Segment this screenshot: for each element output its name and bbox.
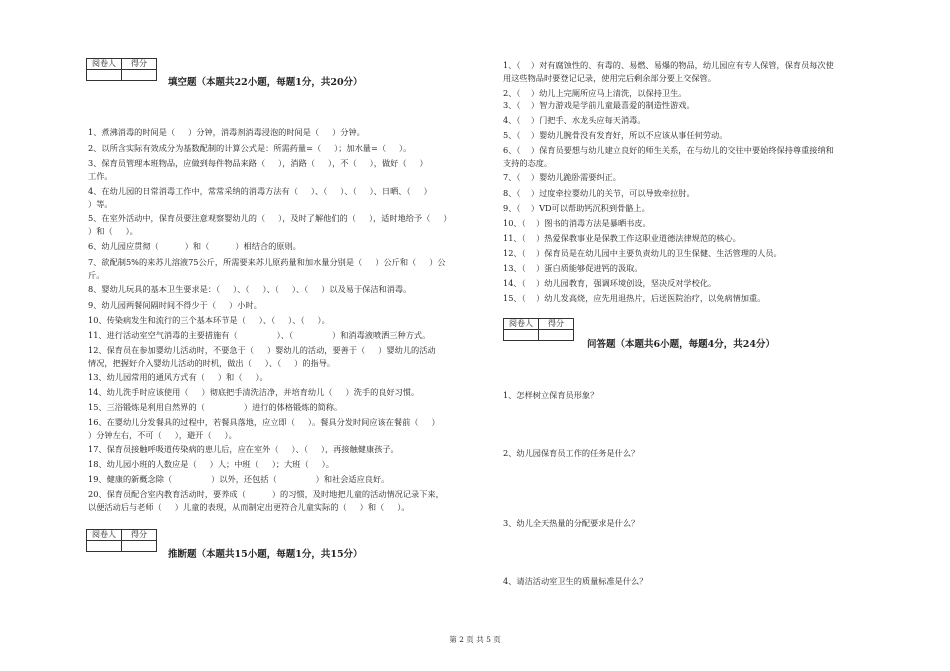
fill-question-20: 20、保育员配合室内教育活动时，要养成（ ）的习惯，及时地把儿童的活动情况记录下来， 以便活动后与老师（ ）儿童的表现，从而制定出更符合儿童实际的（ ）和（ ）。 <box>88 489 444 512</box>
score-label: 得分 <box>122 530 157 541</box>
fill-question-8: 8、婴幼儿玩具的基本卫生要求是：（ ）、（ ）、（ ）、（ ）以及易于保洁和消毒。 <box>88 284 412 294</box>
fill-question-15: 15、三浴锻炼是利用自然界的（ ）进行的体格锻炼的简称。 <box>88 402 343 412</box>
judge-question-15: 15、（ ）幼儿发高烧，应先用退热片，后送医院治疗，以免病情加重。 <box>503 293 766 303</box>
reviewer-cell[interactable] <box>87 70 122 81</box>
judge-question-6: 6、（ ）保育员要想与幼儿建立良好的师生关系，在与幼儿的交往中要始终保持尊重接纳和 支持的态度。 <box>503 145 834 168</box>
qa-question-4: 4、请洁活动室卫生的质量标准是什么？ <box>503 576 648 586</box>
fill-section-title: 填空题（本题共22小题，每题1分，共20分） <box>168 77 363 88</box>
judge-question-10: 10、（ ）图书的消毒方法是暴晒书皮。 <box>503 218 651 228</box>
judge-question-2: 2、（ ）幼儿上完厕所应马上清洗，以保持卫生。 <box>503 88 687 98</box>
fill-question-18: 18、幼儿园小班的人数应是（ ）人；中班（ ）；大班（ ）。 <box>88 459 334 469</box>
fill-question-17: 17、保育员接触呼吸道传染病的患儿后，应在室外（ ）、（ ），再接触健康孩子。 <box>88 444 399 454</box>
score-cell[interactable] <box>122 70 157 81</box>
score-label: 得分 <box>539 319 574 330</box>
fill-question-7: 7、欲配制5%的来苏儿溶液75公斤，所需要来苏儿原药量和加水量分别是（ ）公斤和（ ）公 斤。 <box>88 257 446 280</box>
qa-question-2: 2、幼儿园保育员工作的任务是什么？ <box>503 448 640 458</box>
judge-question-1: 1、（ ）对有腐蚀性的、有毒的、易燃、易爆的物品，幼儿园应有专人保管，保育员每次使 用这些物品时要登记记录，使用完后剩余部分要上交保管。 <box>503 60 834 83</box>
fill-question-5: 5、在室外活动中，保育员要注意观察婴幼儿的（ ），及时了解他们的（ ），适时地给予（ ） ）和（ ）。 <box>88 213 452 236</box>
judge-question-5: 5、（ ）婴幼儿腕骨没有发育好，所以不应该从事任何劳动。 <box>503 130 728 140</box>
judge-question-3: 3、（ ）智力游戏是学前儿童最喜爱的制造性游戏。 <box>503 100 695 110</box>
fill-question-19: 19、健康的新概念除（ ）以外，还包括（ ）和社会适应良好。 <box>88 474 390 484</box>
grade-box-fill <box>86 58 157 81</box>
fill-question-10: 10、传染病发生和流行的三个基本环节是（ ）、（ ）、（ ）。 <box>88 315 330 325</box>
reviewer-label: 阅卷人 <box>504 319 539 330</box>
judge-question-4: 4、（ ）门把手、水龙头应每天消毒。 <box>503 115 646 125</box>
judge-question-12: 12、（ ）保育员是在幼儿园中主要负责幼儿的卫生保健、生活管理的人员。 <box>503 248 782 258</box>
grade-box-qa <box>503 318 574 341</box>
judge-question-8: 8、（ ）过度牵拉婴幼儿的关节，可以导致牵拉肘。 <box>503 188 695 198</box>
score-label: 得分 <box>122 59 157 70</box>
judge-section-title: 推断题（本题共15小题，每题1分，共15分） <box>168 549 363 560</box>
fill-question-1: 1、煮沸消毒的时间是（ ）分钟，消毒剂消毒浸泡的时间是（ ）分钟。 <box>88 127 365 137</box>
reviewer-cell[interactable] <box>87 541 122 552</box>
fill-question-14: 14、幼儿洗手时应该使用（ ）彻底把手清洗洁净，并培育幼儿（ ）洗手的良好习惯。 <box>88 387 420 397</box>
fill-question-9: 9、幼儿园两餐间隔时间不得少于（ ）小时。 <box>88 300 262 310</box>
fill-question-11: 11、进行活动室空气消毒的主要措施有（ ）、（ ）和消毒液喷洒三种方式。 <box>88 330 431 340</box>
fill-question-13: 13、幼儿园常用的通风方式有（ ）和（ ）。 <box>88 372 268 382</box>
reviewer-label: 阅卷人 <box>87 530 122 541</box>
judge-question-13: 13、（ ）蛋白质能够促进钙的汲取。 <box>503 263 643 273</box>
page-footer: 第 2 页 共 5 页 <box>449 635 501 644</box>
fill-question-6: 6、幼儿园应贯彻（ ）和（ ）相结合的原则。 <box>88 241 301 251</box>
reviewer-cell[interactable] <box>504 330 539 341</box>
judge-question-14: 14、（ ）幼儿园教育，强调环境创设，坚决反对学校化。 <box>503 278 717 288</box>
qa-section-title: 问答题（本题共6小题，每题4分，共24分） <box>587 339 775 350</box>
judge-question-7: 7、（ ）婴幼儿跪卧需要纠正。 <box>503 172 621 182</box>
fill-question-3: 3、保育员管理本班物品，应做到每件物品来路（ ），消路（ ），不（ ），做好（ ） 工作。 <box>88 158 428 181</box>
fill-question-4: 4、在幼儿园的日常消毒工作中，常常采纳的消毒方法有（ ）、（ ）、（ ）、日晒、（ ） ）等。 <box>88 186 432 209</box>
fill-question-16: 16、在婴幼儿分发餐具的过程中，若餐具落地，应立即（ ）。餐具分发时间应该在餐前（ ） ）分钟左右，不可（ ），避开（ ）。 <box>88 417 440 440</box>
score-cell[interactable] <box>122 541 157 552</box>
qa-question-1: 1、怎样树立保育员形象？ <box>503 390 599 400</box>
score-cell[interactable] <box>539 330 574 341</box>
grade-box-judge <box>86 529 157 552</box>
judge-question-11: 11、（ ）热爱保教事业是保教工作这职业道德法律规范的核心。 <box>503 233 741 243</box>
judge-question-9: 9、（ ）VD可以帮助钙沉积到骨骼上。 <box>503 203 650 213</box>
fill-question-2: 2、以所含实际有效成分为基数配制的计算公式是：所需药量=（ ）；加水量=（ ）。 <box>88 143 412 153</box>
fill-question-12: 12、保育员在参加婴幼儿活动时，不要急于（ ）婴幼儿的活动，要善于（ ）婴幼儿的活动 情况，把握好介入婴幼儿活动的时机，做出（ ）、（ ）的指导。 <box>88 345 436 368</box>
qa-question-3: 3、幼儿全天热量的分配要求是什么？ <box>503 518 640 528</box>
reviewer-label: 阅卷人 <box>87 59 122 70</box>
